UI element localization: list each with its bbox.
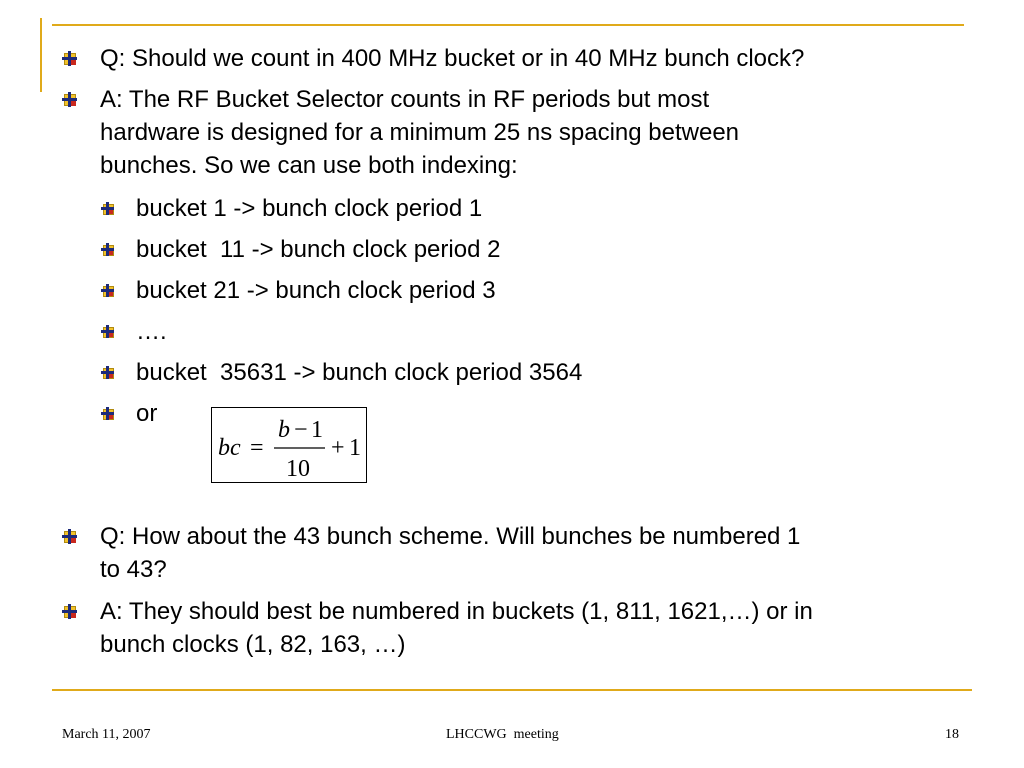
bullet-answer-2: [62, 595, 813, 661]
bullet-question-2: [62, 520, 800, 586]
bullet-icon: [101, 284, 115, 298]
sub-bullet-1: [101, 192, 482, 225]
formula-numerator-var: b: [278, 417, 290, 443]
formula-equation: [212, 408, 368, 484]
footer-title: LHCCWG meeting: [446, 727, 559, 742]
sub-bullet-text: ….: [136, 318, 167, 345]
bullet-icon: [62, 51, 78, 67]
bottom-divider-line: [52, 689, 972, 691]
page-number: 18: [945, 727, 959, 742]
bullet-icon: [101, 202, 115, 216]
formula-lhs: bc: [218, 435, 241, 461]
bullet-question-1: [62, 42, 804, 75]
bullet-icon: [101, 243, 115, 257]
formula-equals: =: [250, 435, 264, 461]
sub-bullet-3: [101, 274, 496, 307]
formula-denominator: 10: [286, 456, 310, 482]
bullet-icon: [62, 92, 78, 108]
bullet-icon: [62, 604, 78, 620]
bullet-text: Q: How about the 43 bunch scheme. Will bunches be numbered 1 to 43?: [100, 523, 801, 583]
footer-date: March 11, 2007: [62, 727, 151, 742]
sub-bullet-text: bucket 1 -> bunch clock period 1: [136, 195, 483, 222]
bullet-answer-1: [62, 83, 739, 182]
formula-plus: +: [331, 435, 345, 461]
formula-addend: 1: [349, 435, 361, 461]
formula-numerator-const: 1: [311, 417, 323, 443]
sub-bullet-4: [101, 315, 167, 348]
sub-bullet-text: bucket 11 -> bunch clock period 2: [136, 236, 501, 263]
formula-box: [211, 407, 367, 483]
bullet-icon: [101, 407, 115, 421]
bullet-icon: [101, 325, 115, 339]
sub-bullet-2: [101, 233, 500, 266]
bullet-text: Q: Should we count in 400 MHz bucket or in 40 MHz bunch clock?: [100, 45, 805, 72]
bullet-text: A: The RF Bucket Selector counts in RF periods but most hardware is designed for a minimum 25 ns spacing between bunches. So we can use both indexing:: [100, 86, 740, 179]
sub-bullet-text: bucket 35631 -> bunch clock period 3564: [136, 359, 583, 386]
sub-bullet-text: or: [136, 400, 158, 427]
bullet-icon: [101, 366, 115, 380]
sub-bullet-5: [101, 356, 582, 389]
bullet-text: A: They should best be numbered in buckets (1, 811, 1621,…) or in bunch clocks (1, 82, 163, …): [100, 598, 813, 658]
formula-numerator-op: −: [294, 417, 308, 443]
sub-bullet-text: bucket 21 -> bunch clock period 3: [136, 277, 496, 304]
bullet-icon: [62, 529, 78, 545]
sub-bullet-6: [101, 397, 157, 430]
